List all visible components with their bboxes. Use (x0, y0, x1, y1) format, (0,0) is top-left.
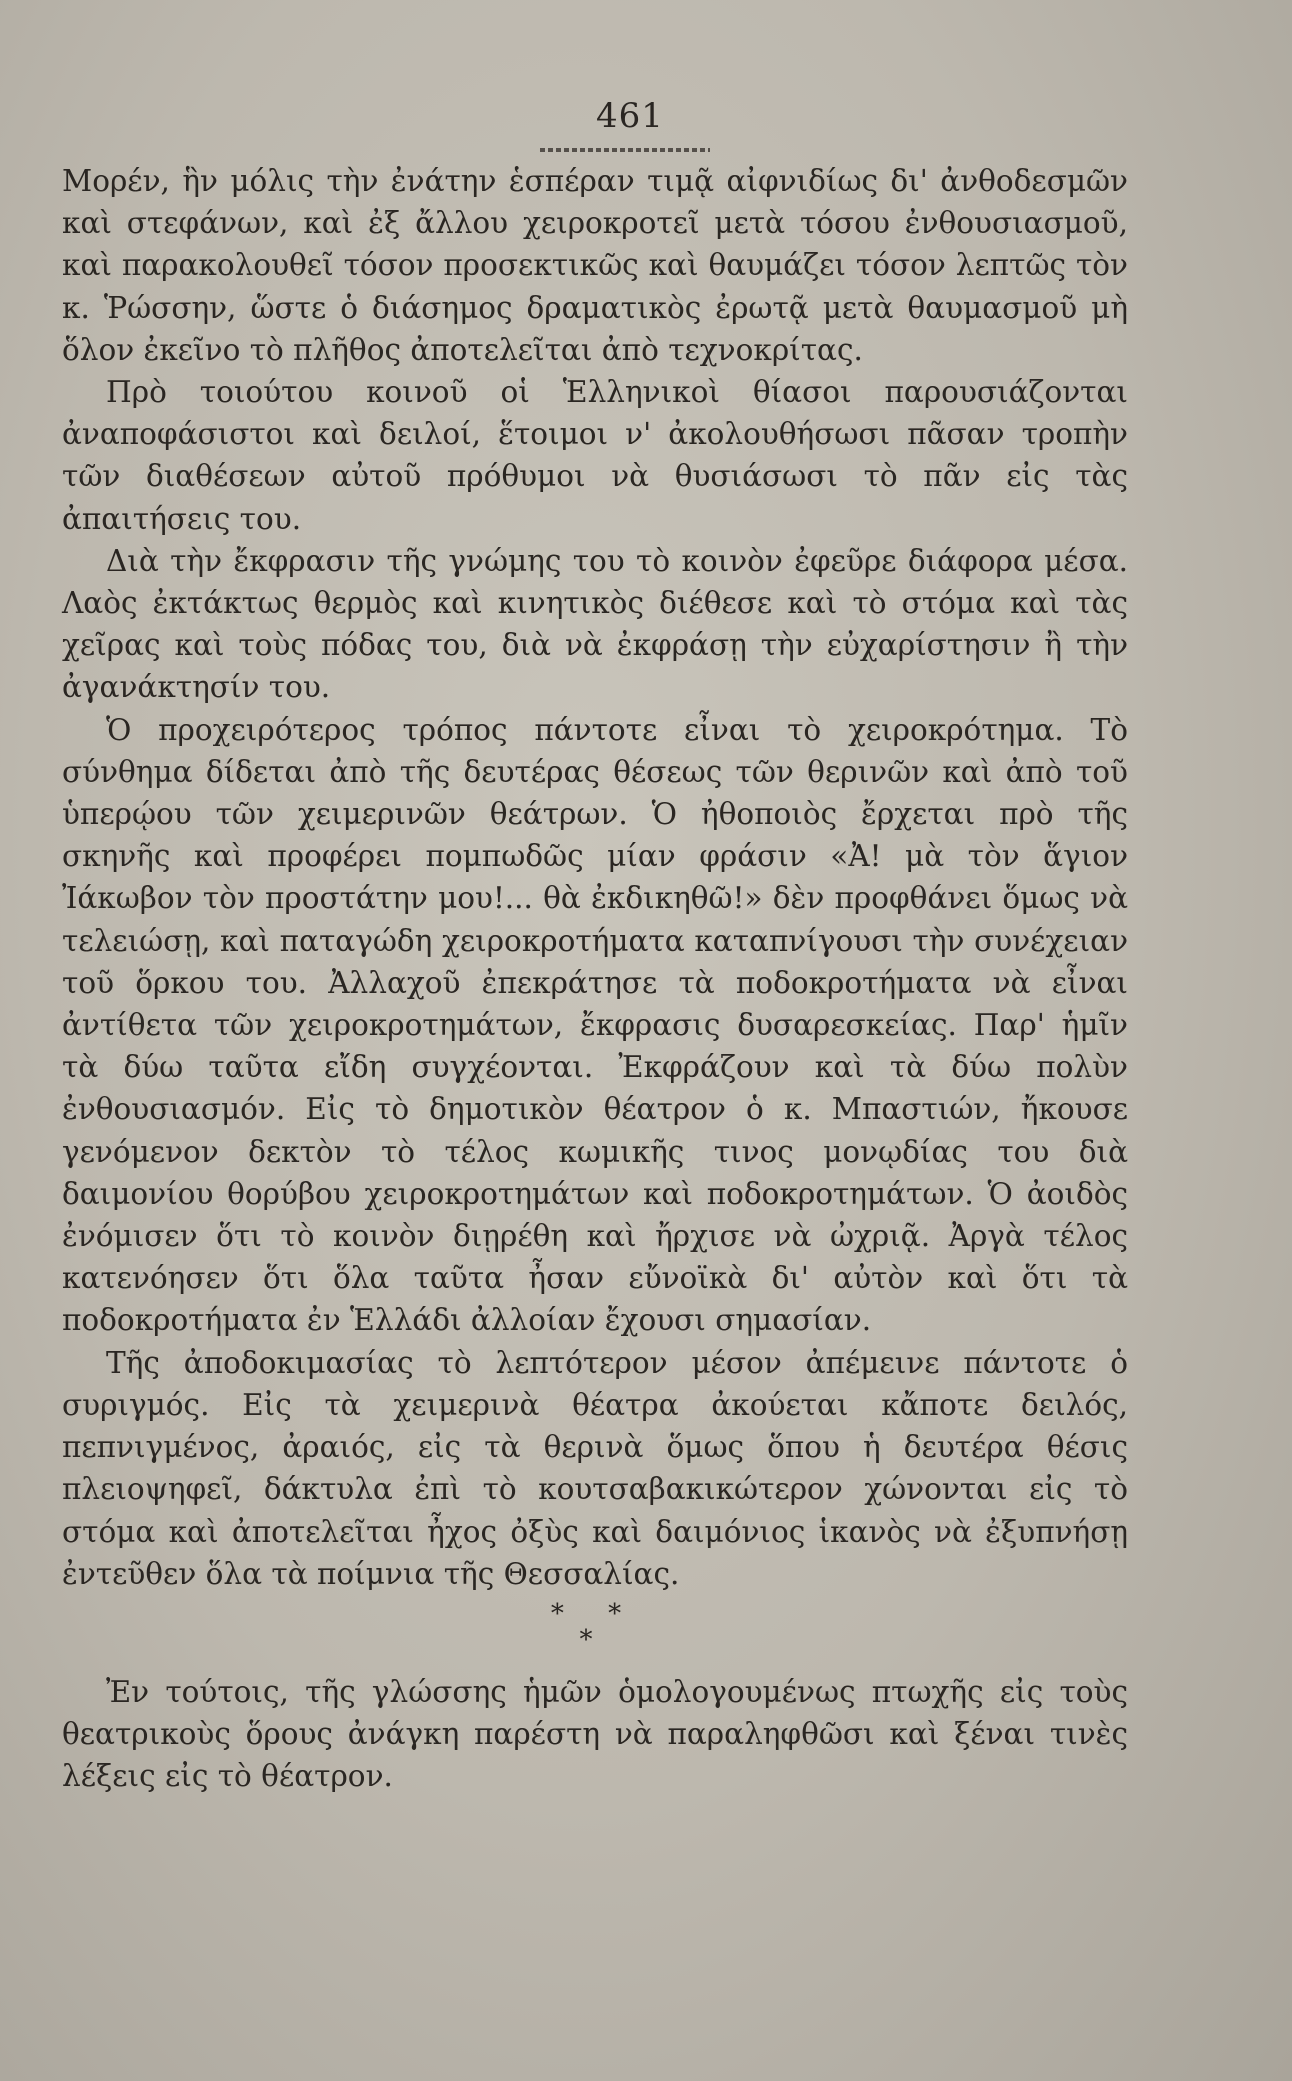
section-separator (62, 1598, 1128, 1655)
page-number-underline (540, 148, 710, 152)
paragraph-3: Διὰ τὴν ἔκφρασιν τῆς γνώμης του τὸ κοινὸν ἐφεῦρε διάφορα μέσα. Λαὸς ἐκτάκτως θερμὸς καὶ κινητικὸς διέθεσε καὶ τὸ στόμα καὶ τὰς χεῖρας καὶ τοὺς πόδας του, διὰ νὰ ἐκφράσῃ τὴν εὐχαρίστησιν ἢ τὴν ἀγανάκτησίν του. (62, 543, 1128, 705)
paragraph-2: Πρὸ τοιούτου κοινοῦ οἱ Ἑλληνικοὶ θίασοι παρουσιάζονται ἀναποφάσιστοι καὶ δειλοί, ἕτοιμοι ν' ἀκολουθήσωσι πᾶσαν τροπὴν τῶν διαθέσεων αὐτοῦ πρόθυμοι νὰ θυσιάσωσι τὸ πᾶν εἰς τὰς ἀπαιτήσεις του. (62, 375, 1128, 536)
paragraph-5: Τῆς ἀποδοκιμασίας τὸ λεπτότερον μέσον ἀπέμεινε πάντοτε ὁ συριγμός. Εἰς τὰ χειμερινὰ θέατρα ἀκούεται κἄποτε δειλός, πεπνιγμένος, ἀραιός, εἰς τὰ θερινὰ ὅμως ὅπου ἡ δευτέρα θέσις πλειοψηφεῖ, δάκτυλα ἐπὶ τὸ κουτσαβακικώτερον χώνονται εἰς τὸ στόμα καὶ ἀποτελεῖται ἦχος ὀξὺς καὶ δαιμόνιος ἱκανὸς νὰ ἐξυπνήσῃ ἐντεῦθεν ὅλα τὰ ποίμνια τῆς Θεσσαλίας. (62, 1345, 1128, 1591)
closing-paragraph: Ἐν τούτοις, τῆς γλώσσης ἡμῶν ὁμολογουμένως πτωχῆς εἰς τοὺς θεατρικοὺς ὅρους ἀνάγκη παρέστη νὰ παραληφθῶσι καὶ ξέναι τινὲς λέξεις εἰς τὸ θέατρον. (62, 1674, 1128, 1794)
separator-bottom: * (579, 1624, 611, 1655)
page-number: 461 (596, 96, 664, 136)
paragraph-4: Ὁ προχειρότερος τρόπος πάντοτε εἶναι τὸ χειροκρότημα. Τὸ σύνθημα δίδεται ἀπὸ τῆς δευτέρας θέσεως τῶν θερινῶν καὶ ἀπὸ τοῦ ὑπερῴου τῶν χειμερινῶν θεάτρων. Ὁ ἠθοποιὸς ἔρχεται πρὸ τῆς σκηνῆς καὶ προφέρει πομπωδῶς μίαν φράσιν «Ἀ! μὰ τὸν ἅγιον Ἰάκωβον τὸν προστάτην μου!... θὰ ἐκδικηθῶ!» δὲν προφθάνει ὅμως νὰ τελειώσῃ, καὶ παταγώδη χειροκροτήματα καταπνίγουσι τὴν συνέχειαν τοῦ ὅρκου του. Ἀλλαχοῦ ἐπεκράτησε τὰ ποδοκροτήματα νὰ εἶναι ἀντίθετα τῶν χειροκροτημάτων, ἔκφρασις δυσαρεσκείας. Παρ' ἡμῖν τὰ δύω ταῦτα εἴδη συγχέονται. Ἐκφράζουν καὶ τὰ δύω πολὺν ἐνθουσιασμόν. Εἰς τὸ δημοτικὸν θέατρον ὁ κ. Μπαστιών, ἤκουσε γενόμενον δεκτὸν τὸ τέλος κωμικῆς τινος μονῳδίας του διὰ δαιμονίου θορύβου χειροκροτημάτων καὶ ποδοκροτημάτων. Ὁ ἀοιδὸς ἐνόμισεν ὅτι τὸ κοινὸν διῃρέθη καὶ ἤρχισε νὰ ὠχριᾷ. Ἀργὰ τέλος κατενόησεν ὅτι ὅλα ταῦτα ἦσαν εὔνοϊκὰ δι' αὐτὸν καὶ ὅτι τὰ ποδοκροτήματα ἐν Ἑλλάδι ἀλλοίαν ἔχουσι σημασίαν. (62, 712, 1128, 1338)
separator-top: * * (550, 1598, 640, 1629)
paragraph-1: Μορέν, ἣν μόλις τὴν ἐνάτην ἑσπέραν τιμᾷ αἰφνιδίως δι' ἀνθοδεσμῶν καὶ στεφάνων, καὶ ἐξ ἄλλου χειροκροτεῖ μετὰ τόσου ἐνθουσιασμοῦ, καὶ παρακολουθεῖ τόσον προσεκτικῶς καὶ θαυμάζει τόσον λεπτῶς τὸν κ. Ῥώσσην, ὥστε ὁ διάσημος δραματικὸς ἐρωτᾷ μετὰ θαυμασμοῦ μὴ ὅλον ἐκεῖνο τὸ πλῆθος ἀποτελεῖται ἀπὸ τεχνοκρίτας. (62, 164, 1128, 367)
body-text (62, 160, 1128, 1798)
